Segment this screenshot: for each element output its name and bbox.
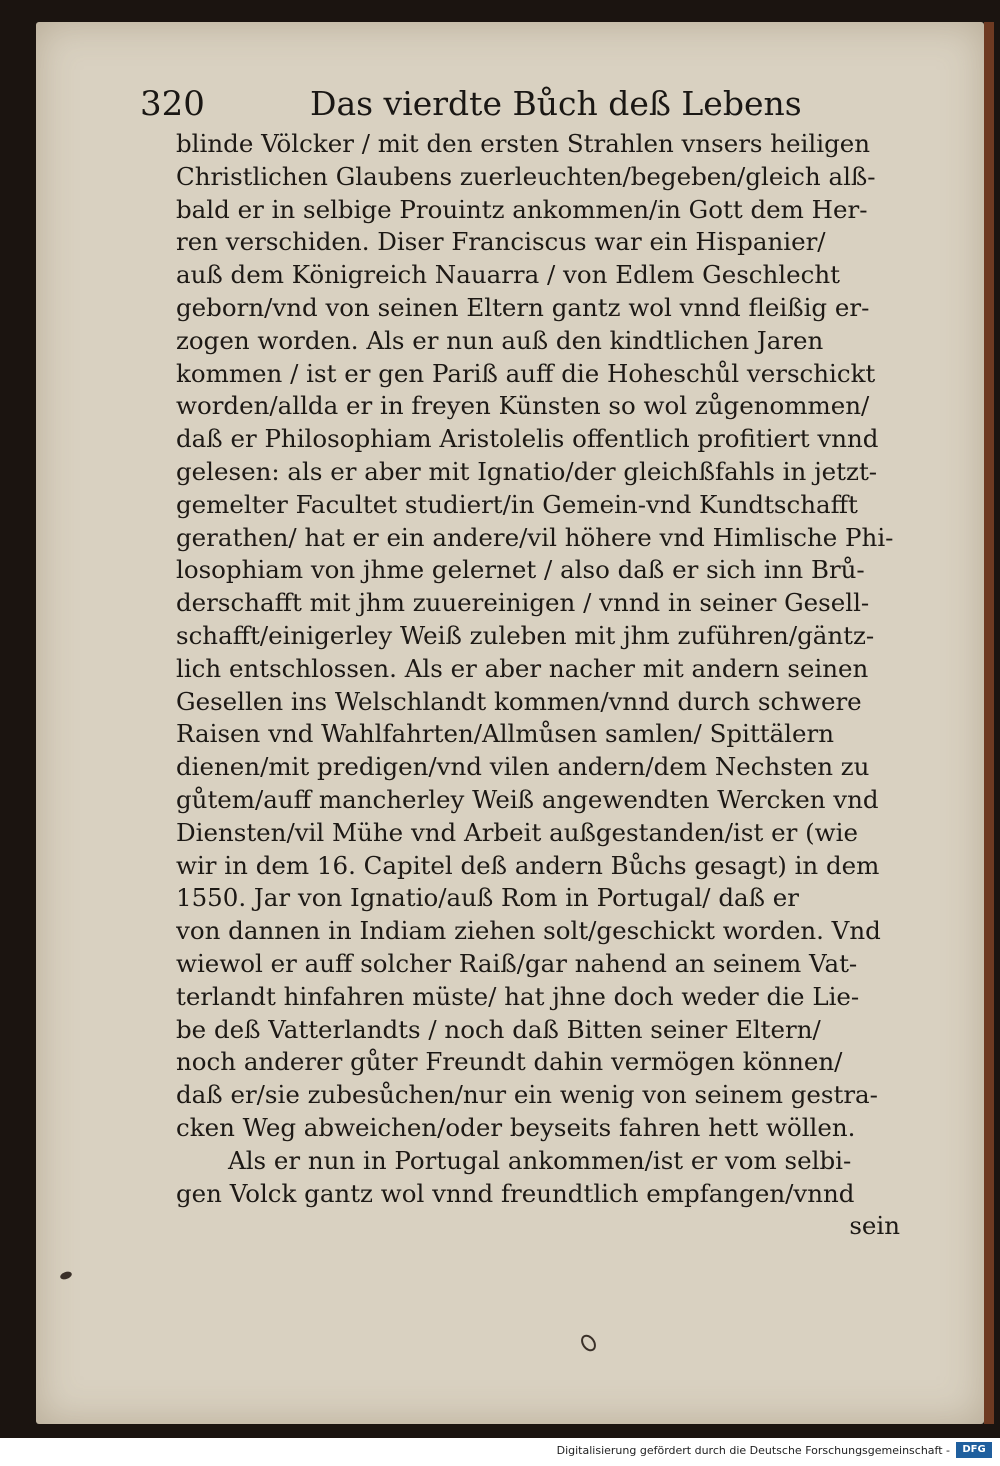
text-line: geborn/vnd von seinen Eltern gantz wol vnnd fleißig er-	[176, 292, 870, 322]
text-line: gerathen/ hat er ein andere/vil höhere vnd Himlische Phi-	[176, 522, 894, 552]
text-line: blinde Völcker / mit den ersten Strahlen vnsers heiligen	[176, 129, 871, 158]
text-line: derschafft mit jhm zuuereinigen / vnnd in seiner Gesell-	[176, 588, 870, 618]
book-edge	[984, 22, 994, 1424]
text-line: auß dem Königreich Nauarra / von Edlem Geschlecht	[176, 260, 840, 290]
text-line: von dannen in Indiam ziehen solt/geschickt worden. Vnd	[176, 916, 881, 946]
text-line: kommen / ist er gen Pariß auff die Hoheschůl verschickt	[176, 358, 876, 388]
text-line: cken Weg abweichen/oder beyseits fahren hett wöllen.	[176, 1112, 856, 1142]
page-header	[140, 80, 900, 130]
text-line: worden/allda er in freyen Künsten so wol zůgenommen/	[176, 391, 870, 421]
dfg-logo: DFG	[956, 1442, 992, 1458]
text-line: daß er/sie zubesůchen/nur ein wenig von seinem gestra-	[176, 1080, 878, 1110]
text-line: gen Volck gantz wol vnnd freundtlich empfangen/vnnd	[176, 1178, 855, 1208]
text-line: wiewol er auff solcher Raiß/gar nahend an seinem Vat-	[176, 948, 858, 978]
funding-credit: Digitalisierung gefördert durch die Deutsche Forschungsgemeinschaft -	[556, 1444, 950, 1457]
running-title: Das vierdte Bůch deß Lebens	[310, 84, 802, 123]
text-line: Raisen vnd Wahlfahrten/Allmůsen samlen/ Spittälern	[176, 719, 835, 749]
text-line: 1550. Jar von Ignatio/auß Rom in Portugal/ daß er	[176, 883, 800, 913]
text-line: Als er nun in Portugal ankommen/ist er vom selbi-	[228, 1145, 852, 1175]
text-line: gůtem/auff mancherley Weiß angewendten Wercken vnd	[176, 784, 879, 814]
footer-bar	[0, 1438, 1000, 1466]
text-line: noch anderer gůter Freundt dahin vermögen können/	[176, 1047, 843, 1077]
text-line: be deß Vatterlandts / noch daß Bitten seiner Eltern/	[176, 1014, 821, 1044]
text-line: ren verschiden. Diser Franciscus war ein Hispanier/	[176, 227, 826, 257]
page-number: 320	[140, 84, 205, 124]
text-line: bald er in selbige Prouintz ankommen/in Gott dem Her-	[176, 194, 868, 224]
text-line: losophiam von jhme gelernet / also daß er sich inn Brů-	[176, 555, 865, 585]
text-line: dienen/mit predigen/vnd vilen andern/dem Nechsten zu	[176, 752, 870, 782]
text-line: gelesen: als er aber mit Ignatio/der gleichßfahls in jetzt-	[176, 456, 878, 486]
page-body	[176, 128, 906, 1243]
text-line: schafft/einigerley Weiß zuleben mit jhm zuführen/gäntz-	[176, 620, 875, 650]
text-line: gemelter Facultet studiert/in Gemein-vnd Kundtschafft	[176, 489, 858, 519]
text-line: zogen worden. Als er nun auß den kindtlichen Jaren	[176, 325, 824, 355]
text-line: Christlichen Glaubens zuerleuchten/begeben/gleich alß-	[176, 161, 876, 191]
text-line: Gesellen ins Welschlandt kommen/vnnd durch schwere	[176, 686, 862, 716]
catchword: sein	[849, 1211, 900, 1241]
text-line: lich entschlossen. Als er aber nacher mit andern seinen	[176, 653, 869, 683]
text-line: Diensten/vil Mühe vnd Arbeit außgestanden/ist er (wie	[176, 817, 858, 847]
text-line: wir in dem 16. Capitel deß andern Bůchs gesagt) in dem	[176, 850, 880, 880]
text-line: daß er Philosophiam Aristolelis offentlich profitiert vnnd	[176, 424, 879, 454]
text-line: terlandt hinfahren müste/ hat jhne doch weder die Lie-	[176, 981, 860, 1011]
